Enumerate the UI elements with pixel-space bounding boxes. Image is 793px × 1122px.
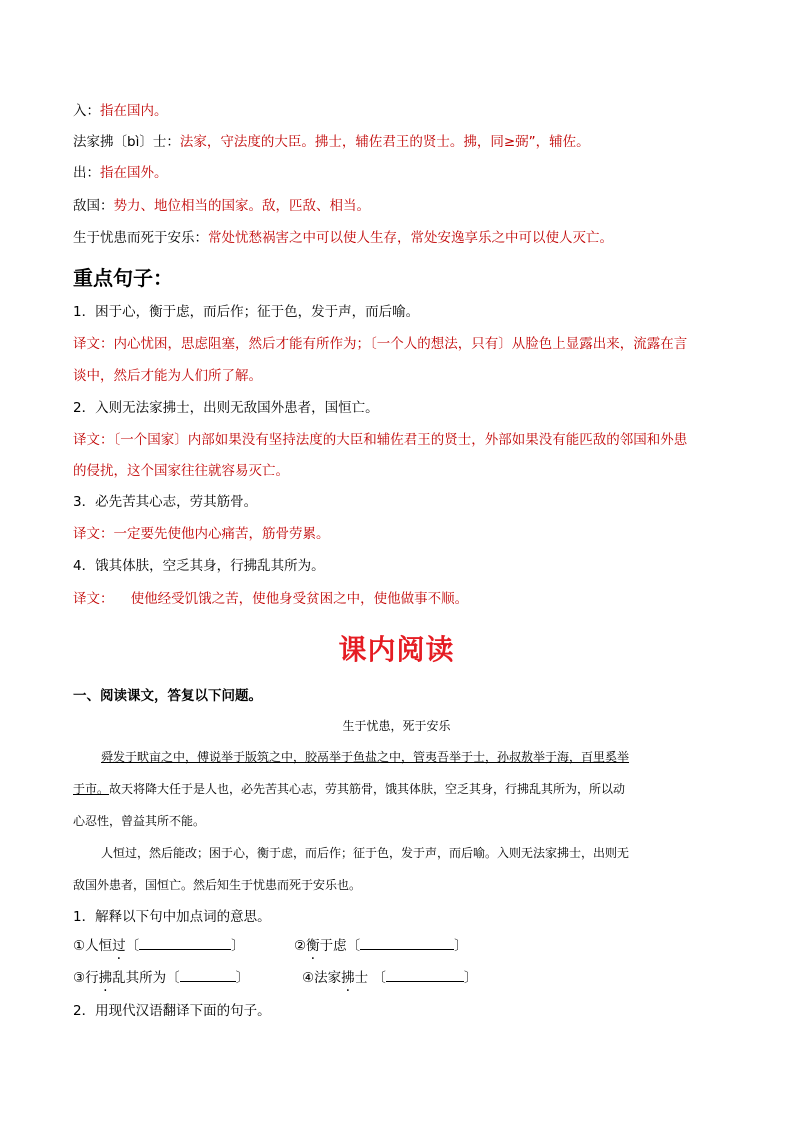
sentence-3: 3．必先苦其心志，劳其筋骨。 [73, 494, 258, 510]
sentence-2: 2．入则无法家拂士，出则无敌国外患者，国恒亡。 [73, 400, 379, 416]
item-text: 〕 [454, 938, 468, 954]
sentence-1: 1．困于心，衡于虑，而后作；征于色，发于声，而后喻。 [73, 304, 420, 320]
passage-title: 生于忧患，死于安乐 [342, 719, 451, 733]
key-sentences-heading: 重点句子： [73, 266, 173, 290]
dotted-word: 过 [112, 938, 126, 954]
passage-line-5: 敌国外患者，国恒亡。然后知生于忧患而死于安乐也。 [73, 878, 362, 892]
underlined-text: 于市。 [73, 782, 110, 796]
sentence-4: 4．饿其体肤，空乏其身，行拂乱其所为。 [73, 558, 325, 574]
note-shengyu-youhuan [73, 228, 613, 248]
dotted-word: 拂 [341, 970, 355, 986]
question-heading: 一、阅读课文，答复以下问题。 [73, 688, 262, 704]
note-term: 法家拂〔bì〕士： [73, 134, 180, 150]
note-term: 敌国： [73, 198, 114, 214]
passage-text: 故天将降大任于是人也，必先苦其心志，劳其筋骨，饿其体肤，空乏其身，行拂乱其所为，所以动 [109, 782, 626, 796]
item-text: ④法家 [302, 970, 342, 986]
item-text: 于虑〔 [319, 938, 361, 954]
q1-item-1 [73, 935, 245, 956]
q1-item-4 [302, 967, 477, 988]
note-fajia-bishi [73, 132, 590, 152]
answer-blank[interactable] [139, 935, 231, 950]
dotted-word: 拂 [98, 970, 113, 986]
translation-2-line-2: 的侵扰，这个国家往往就容易灭亡。 [73, 463, 289, 479]
passage-line-4: 人恒过，然后能改；困于心，衡于虑，而后作；征于色，发于声，而后喻。入则无法家拂士，出则无 [101, 846, 630, 860]
translation-3: 译文：一定要先使他内心痛苦，筋骨劳累。 [73, 526, 330, 542]
item-text: 〕 [235, 970, 250, 986]
note-term: 出： [73, 165, 100, 181]
answer-blank[interactable] [386, 967, 464, 982]
item-text: ①人恒 [73, 938, 113, 954]
translation-4: 译文： 使他经受饥饿之苦，使他身受贫困之中，使他做事不顺。 [73, 591, 469, 607]
note-definition: 势力、地位相当的国家。敌，匹敌、相当。 [113, 198, 370, 214]
passage-line-1 [101, 747, 629, 767]
note-chu [73, 163, 168, 183]
underlined-text: 舜发于畎亩之中，傅说举于版筑之中，胶鬲举于鱼盐之中，管夷吾举于士，孙叔敖举于海，百里奚举 [101, 750, 630, 764]
item-text: ② [294, 938, 307, 954]
note-term: 入： [73, 103, 100, 119]
question-1-prompt: 1．解释以下句中加点词的意思。 [73, 909, 271, 925]
note-definition: 法家，守法度的大臣。拂士，辅佐君王的贤士。拂，同≥弼”，辅佐。 [179, 134, 590, 150]
note-ru [73, 101, 168, 121]
item-text: 〕 [231, 938, 245, 954]
answer-blank[interactable] [360, 935, 454, 950]
section-title: 课内阅读 [338, 633, 455, 666]
note-definition: 常处忧愁祸害之中可以使人生存，常处安逸享乐之中可以使人灭亡。 [208, 230, 613, 246]
passage-line-3: 心忍性，曾益其所不能。 [73, 814, 206, 828]
item-text: 乱其所为〔 [112, 970, 180, 986]
note-definition: 指在国外。 [100, 165, 168, 181]
note-definition: 指在国内。 [100, 103, 168, 119]
item-text: ③行 [73, 970, 99, 986]
q1-item-2 [294, 935, 468, 956]
answer-blank[interactable] [180, 967, 236, 982]
dotted-word: 衡 [306, 938, 320, 954]
item-text: 士 〔 [354, 970, 386, 986]
note-term: 生于忧患而死于安乐： [73, 230, 208, 246]
translation-1-line-2: 谈中，然后才能为人们所了解。 [73, 368, 262, 384]
translation-2-line-1: 译文：〔一个国家〕内部如果没有坚持法度的大臣和辅佐君王的贤士，外部如果没有能匹敌的邻国和外患 [73, 432, 688, 448]
question-2-prompt: 2．用现代汉语翻译下面的句子。 [73, 1003, 271, 1019]
translation-1-line-1: 译文：内心忧困，思虑阻塞，然后才能有所作为；〔一个人的想法，只有〕从脸色上显露出来，流露在言 [73, 336, 688, 352]
item-text: 〔 [125, 938, 140, 954]
note-diguo [73, 196, 370, 216]
q1-item-3 [73, 967, 249, 988]
item-text: 〕 [463, 970, 478, 986]
passage-line-2 [73, 779, 625, 799]
